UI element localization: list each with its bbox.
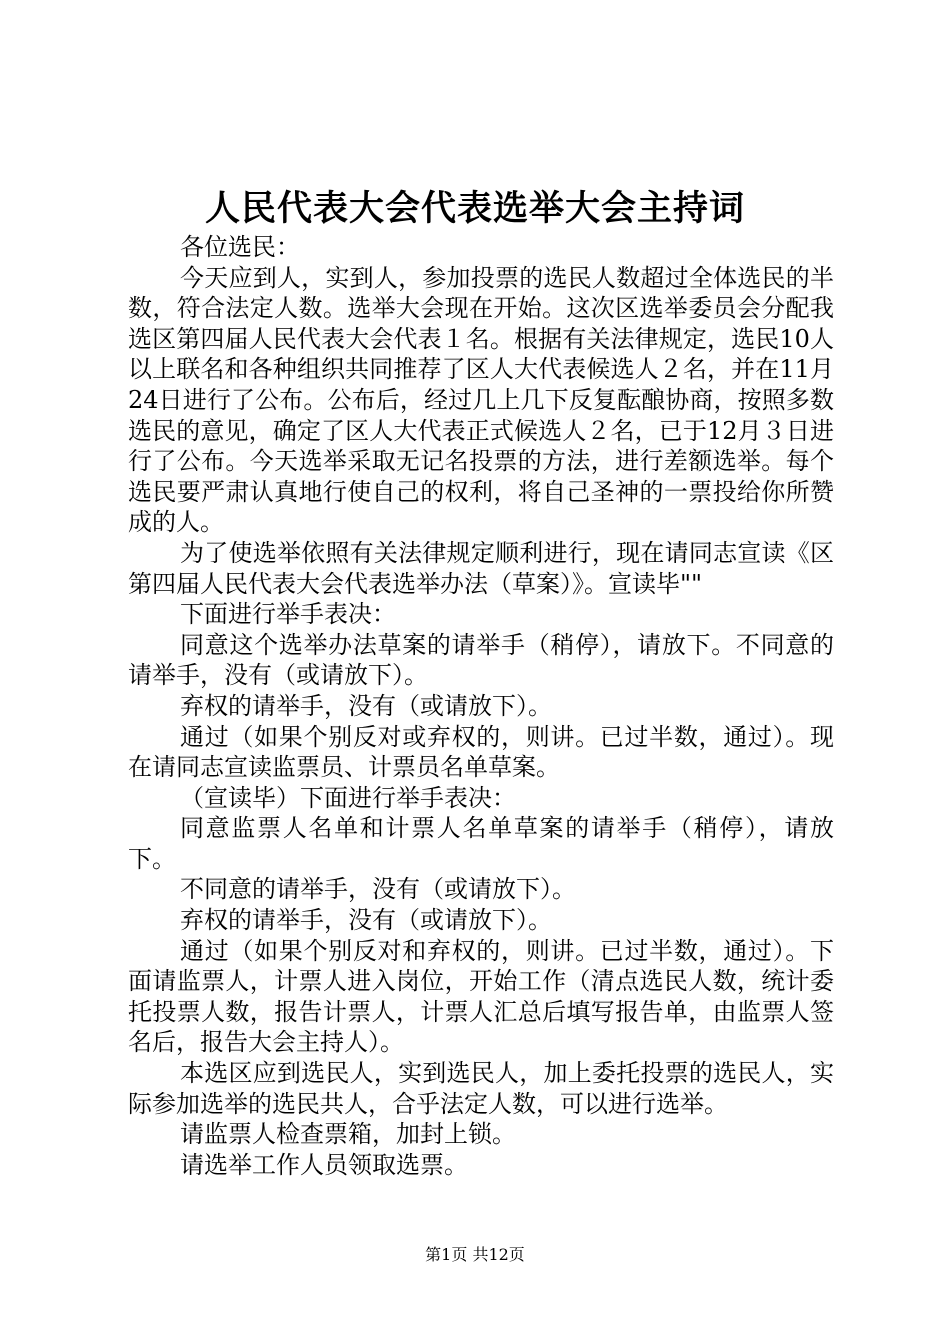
paragraph: 请监票人检查票箱，加封上锁。	[180, 1120, 516, 1149]
paragraph: 本选区应到选民人，实到选民人，加上委托投票的选民人，实际参加选举的选民共人，合乎法定人数，可以进行选举。	[128, 1059, 834, 1118]
page-number-footer: 第1页 共12页	[425, 1245, 525, 1264]
paragraph: 弃权的请举手，没有（或请放下）。	[180, 691, 552, 720]
paragraph-salutation: 各位选民：	[180, 233, 300, 261]
paragraph: 通过（如果个别反对和弃权的，则讲。已过半数，通过）。下面请监票人，计票人进入岗位，开始工作（清点选民人数，统计委托投票人数，报告计票人，计票人汇总后填写报告单，由监票人签名后，报告大会主持人）。	[128, 936, 834, 1057]
document-title: 人民代表大会代表选举大会主持词	[204, 189, 745, 229]
paragraph: 请选举工作人员领取选票。	[180, 1150, 468, 1179]
paragraph: 下面进行举手表决：	[180, 600, 396, 629]
paragraph: 为了使选举依照有关法律规定顺利进行，现在请同志宣读《区第四届人民代表大会代表选举办法（草案）》。宣读毕""	[128, 538, 834, 598]
paragraph: 同意这个选举办法草案的请举手（稍停），请放下。不同意的请举手，没有（或请放下）。	[128, 630, 834, 690]
paragraph: 通过（如果个别反对或弃权的，则讲。已过半数，通过）。现在请同志宣读监票员、计票员名单草案。	[128, 722, 834, 782]
paragraph: （宣读毕）下面进行举手表决：	[180, 783, 516, 812]
paragraph: 不同意的请举手，没有（或请放下）。	[180, 875, 576, 904]
paragraph: 今天应到人，实到人，参加投票的选民人数超过全体选民的半数，符合法定人数。选举大会现在开始。这次区选举委员会分配我选区第四届人民代表大会代表１名。根据有关法律规定，选民10人以上联名和各种组织共同推荐了区人大代表候选人２名，并在11月24日进行了公布。公布后，经过几上几下反复酝酿协商，按照多数选民的意见，确定了区人大代表正式候选人２名，已于12月３日进行了公布。今天选举采取无记名投票的方法，进行差额选举。每个选民要严肃认真地行使自己的权利，将自己圣神的一票投给你所赞成的人。	[128, 263, 834, 537]
paragraph: 同意监票人名单和计票人名单草案的请举手（稍停），请放下。	[128, 814, 834, 873]
paragraph: 弃权的请举手，没有（或请放下）。	[180, 906, 552, 935]
document-body	[128, 232, 834, 1180]
